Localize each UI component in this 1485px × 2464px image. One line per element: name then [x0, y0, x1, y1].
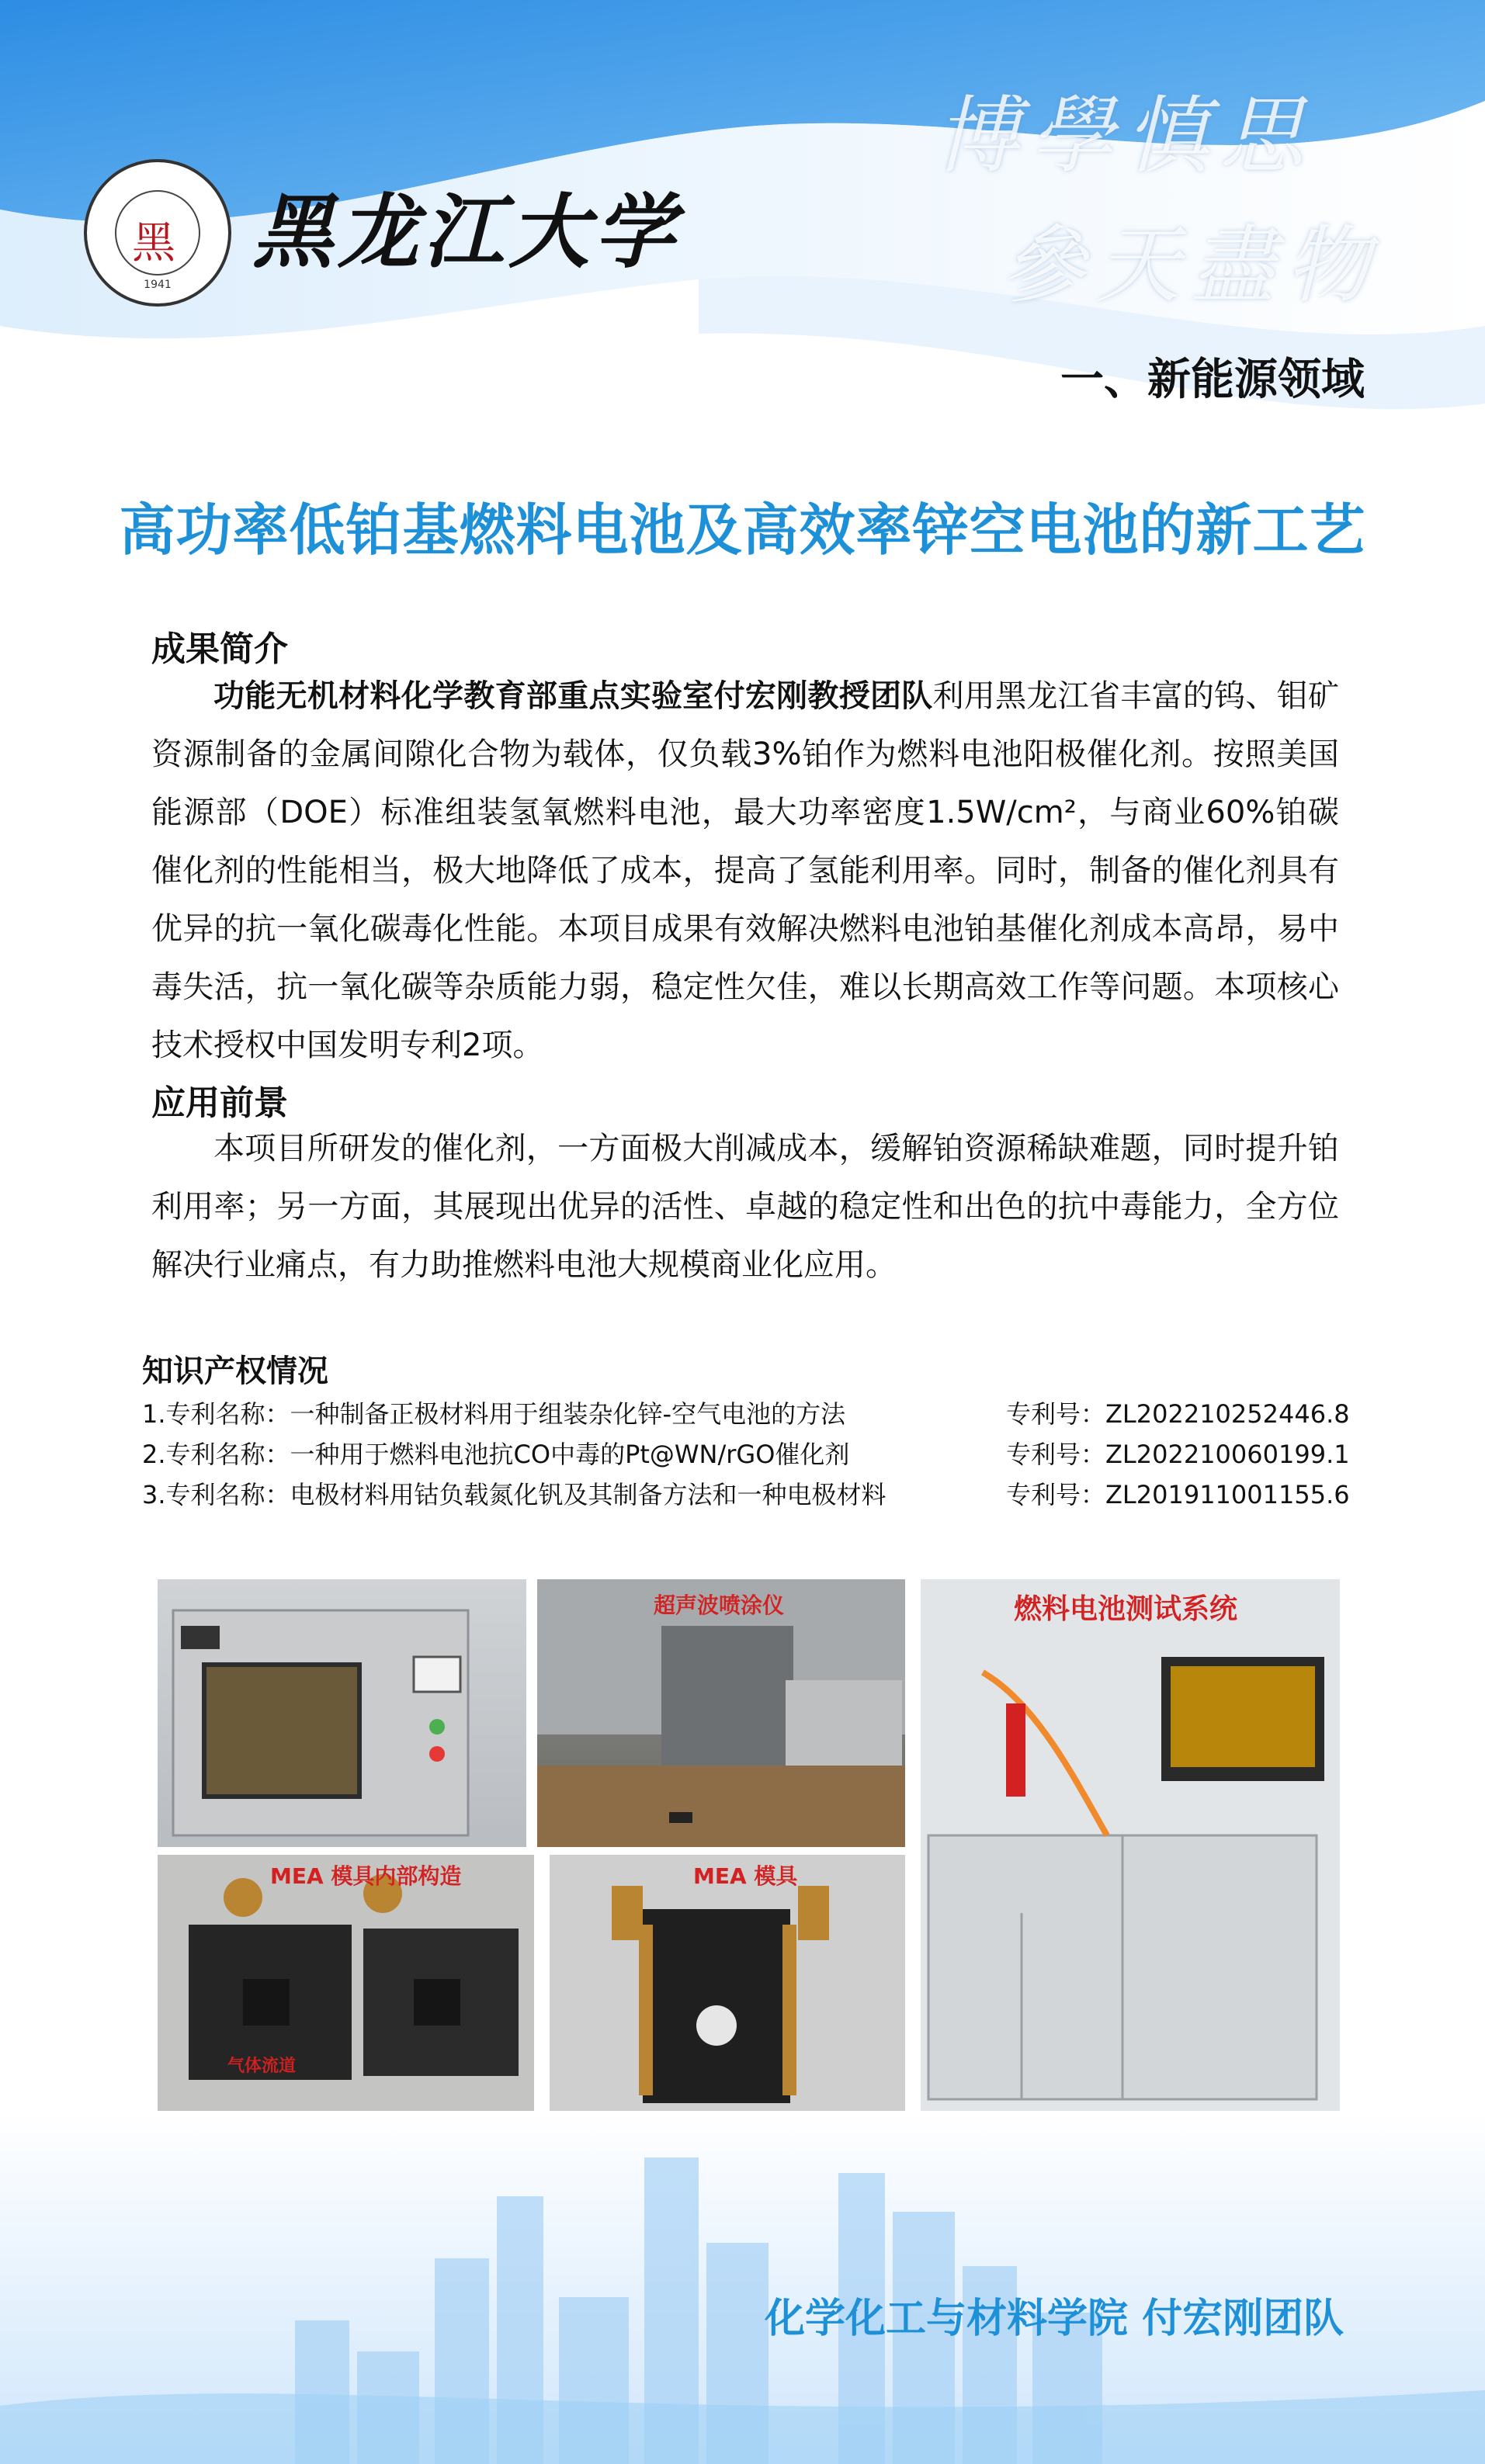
photo-spray-coater — [537, 1579, 905, 1847]
machine-illustration — [158, 1579, 526, 1847]
motto-line-1: 博學慎思 — [935, 88, 1315, 185]
photo-equipment-machine — [158, 1579, 526, 1847]
patent-name: 1.专利名称：一种制备正极材料用于组装杂化锌-空气电池的方法 — [142, 1399, 846, 1429]
summary-lead: 功能无机材料化学教育部重点实验室付宏刚教授团队 — [213, 678, 933, 714]
summary-paragraph — [151, 667, 1339, 1075]
mea-internal-illustration — [158, 1855, 534, 2111]
summary-body: 利用黑龙江省丰富的钨、钼矿资源制备的金属间隙化合物为载体，仅负载3%铂作为燃料电池阳极催化剂。按照美国能源部（DOE）标准组装氢氧燃料电池，最大功率密度1.5W/cm²，与商业60%铂碳催化剂的性能相当，极大地降低了成本，提高了氢能利用率。同时，制备的催化剂具有优异的抗一氧化碳毒化性能。本项目成果有效解决燃料电池铂基催化剂成本高昂，易中毒失活，抗一氧化碳等杂质能力弱，稳定性欠佳，难以长期高效工作等问题。本项核心技术授权中国发明专利2项。 — [151, 678, 1340, 1063]
patent-row — [142, 1435, 1376, 1469]
patent-row — [142, 1395, 1376, 1429]
prospect-heading: 应用前景 — [151, 1083, 288, 1123]
footer-credit: 化学化工与材料学院 付宏刚团队 — [765, 2296, 1344, 2342]
patent-number: 专利号：ZL202210252446.8 — [1006, 1399, 1350, 1429]
university-logo — [84, 159, 231, 307]
gas-channel-label: 气体流道 — [227, 2057, 297, 2076]
patent-row — [142, 1475, 1376, 1509]
logo-emblem-icon: 黑 — [132, 218, 175, 269]
photo-mea-mold — [550, 1855, 905, 2111]
mea-internal-caption: MEA 模具内部构造 — [270, 1863, 462, 1889]
motto-line-2: 參天盡物 — [1001, 217, 1381, 314]
section-label: 一、新能源领域 — [1060, 355, 1365, 405]
page-title: 高功率低铂基燃料电池及高效率锌空电池的新工艺 — [119, 497, 1366, 563]
test-system-illustration — [921, 1579, 1340, 2111]
university-name: 黑龙江大学 — [252, 184, 680, 279]
patent-name: 2.专利名称：一种用于燃料电池抗CO中毒的Pt@WN/rGO催化剂 — [142, 1440, 850, 1469]
prospect-body: 本项目所研发的催化剂，一方面极大削减成本，缓解铂资源稀缺难题，同时提升铂利用率；另一方面，其展现出优异的活性、卓越的稳定性和出色的抗中毒能力，全方位解决行业痛点，有力助推燃料电池大规模商业化应用。 — [151, 1131, 1339, 1283]
patent-number: 专利号：ZL202210060199.1 — [1006, 1440, 1350, 1469]
test-system-caption: 燃料电池测试系统 — [1014, 1593, 1238, 1625]
patent-name: 3.专利名称：电极材料用钴负载氮化钒及其制备方法和一种电极材料 — [142, 1480, 886, 1509]
photo-mea-internal — [158, 1855, 534, 2111]
patent-number: 专利号：ZL201911001155.6 — [1006, 1480, 1350, 1509]
mea-mold-illustration — [550, 1855, 905, 2111]
prospect-paragraph — [151, 1120, 1339, 1294]
spray-coater-caption: 超声波喷涂仪 — [654, 1592, 785, 1618]
summary-heading: 成果简介 — [151, 629, 288, 669]
ip-heading: 知识产权情况 — [142, 1353, 328, 1389]
photo-fuel-cell-test-system — [921, 1579, 1340, 2111]
mea-mold-caption: MEA 模具 — [693, 1863, 798, 1889]
logo-year: 1941 — [144, 279, 172, 291]
